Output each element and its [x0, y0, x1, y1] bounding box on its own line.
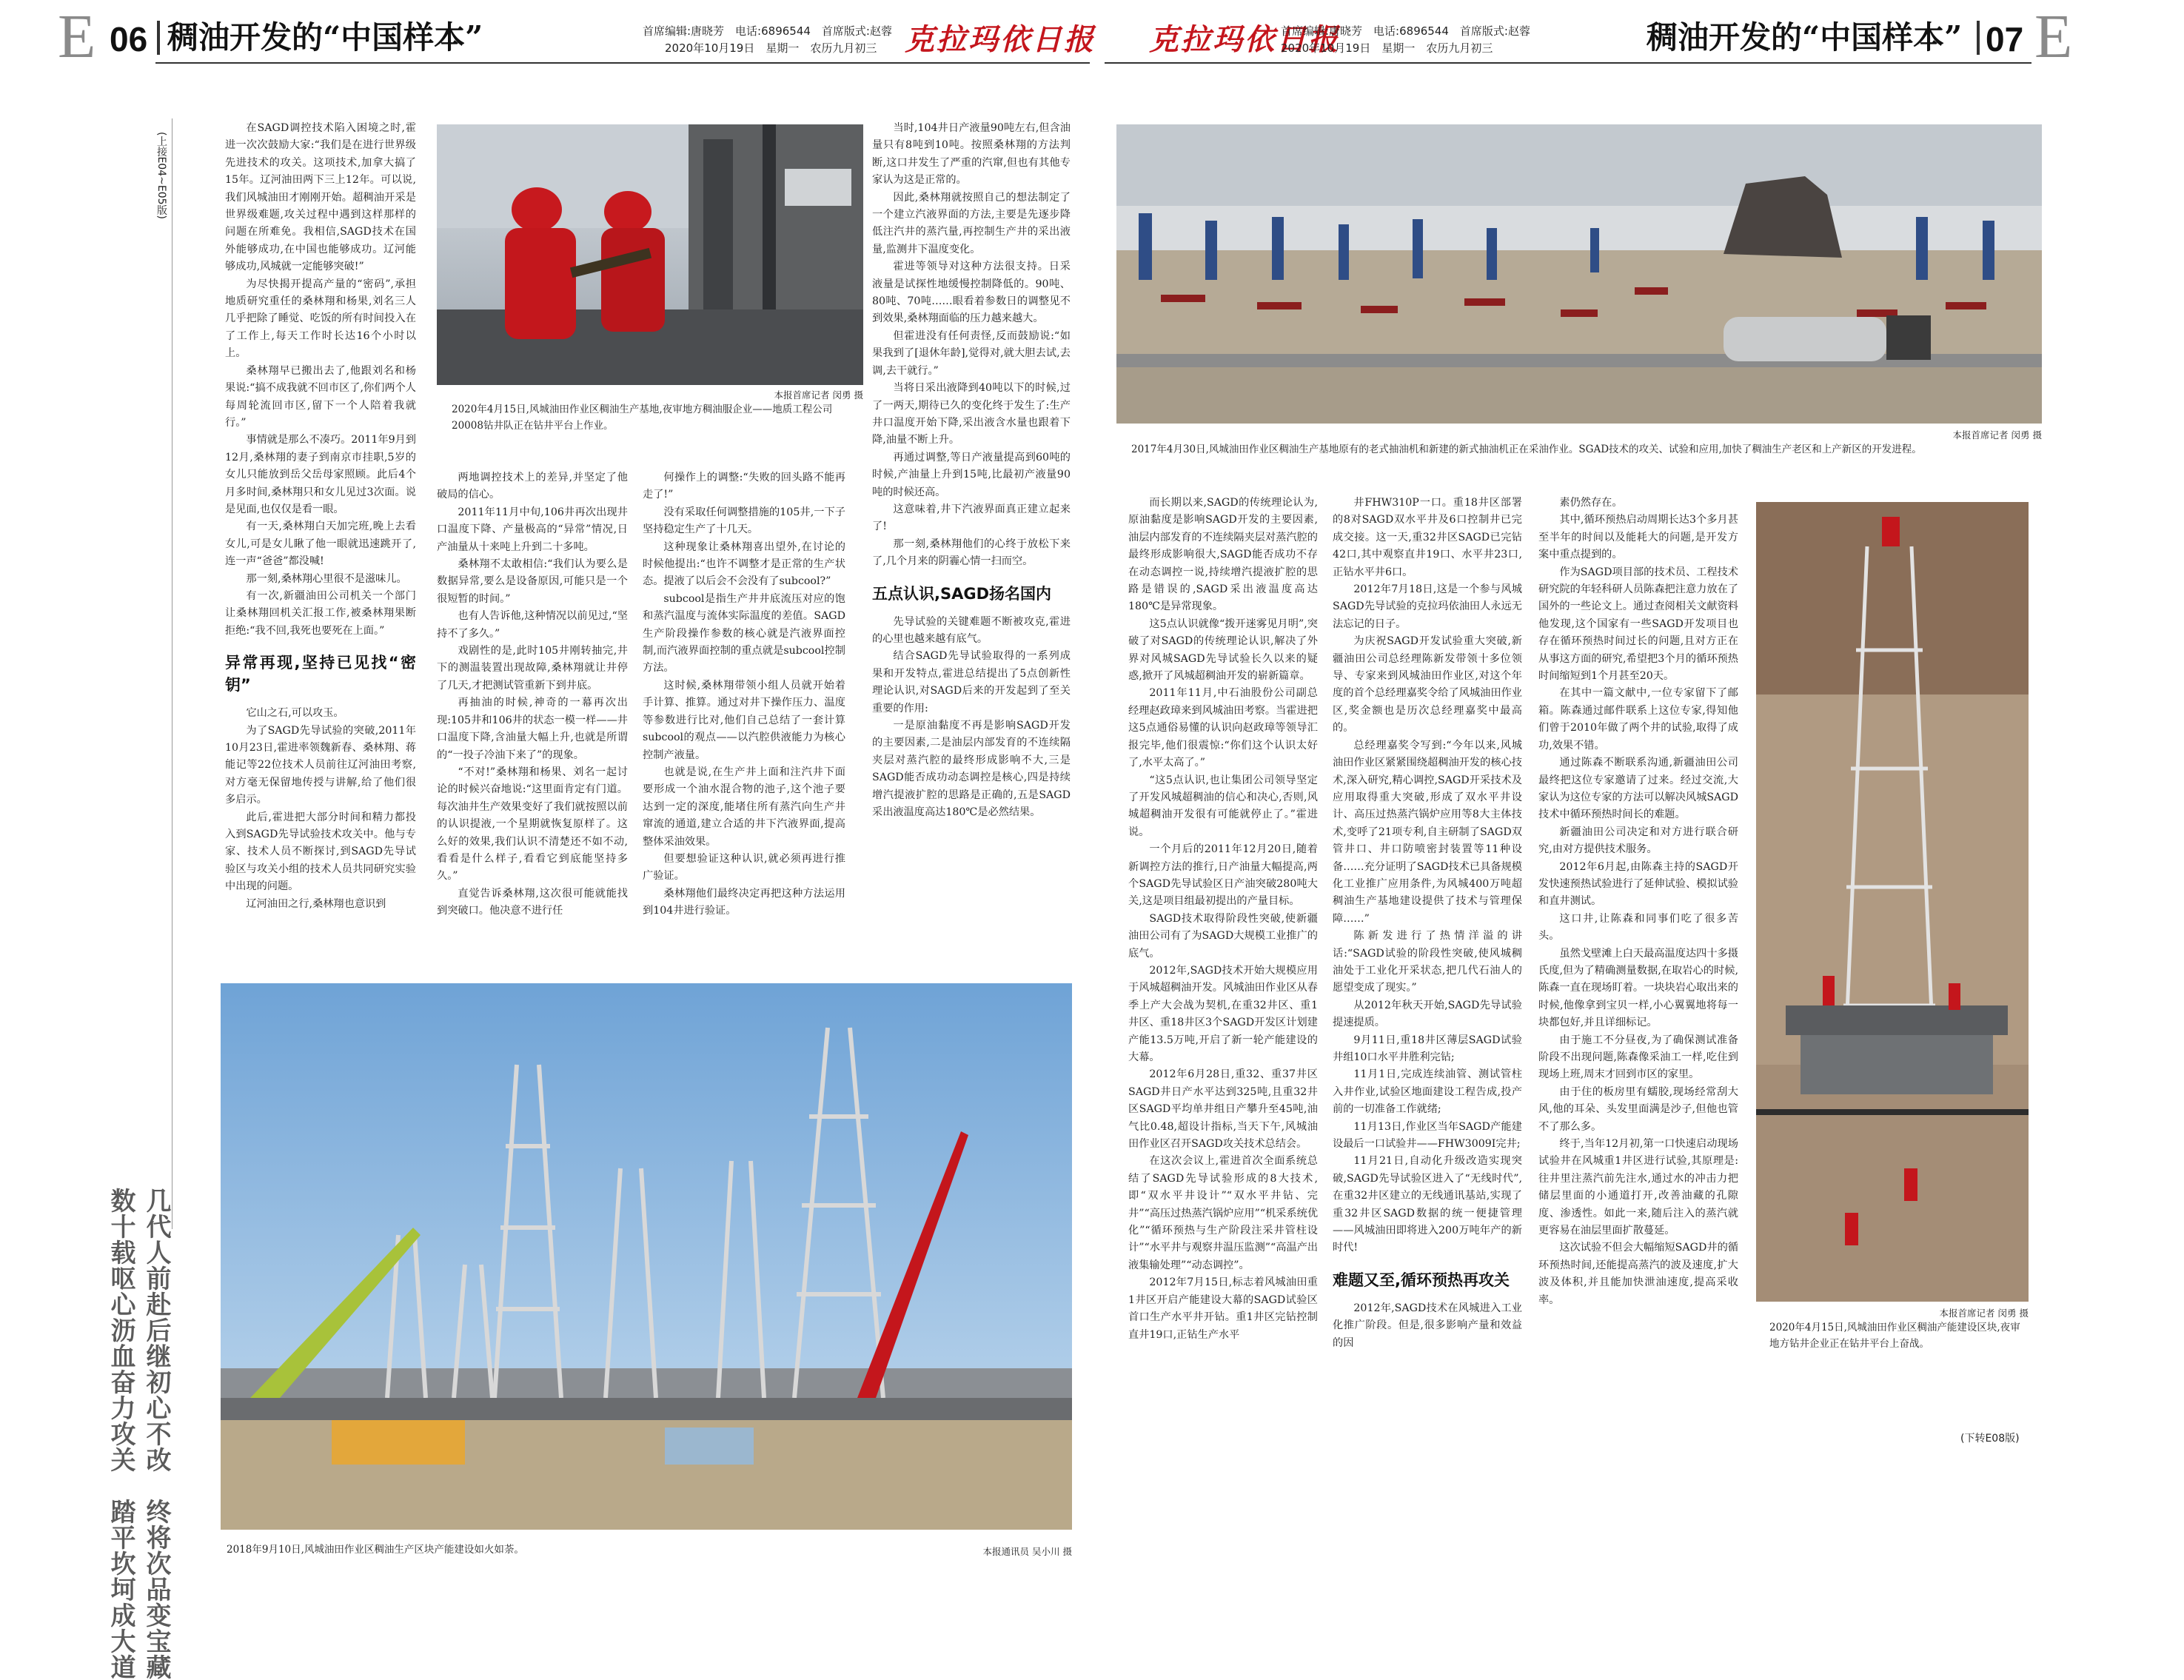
page-title-left: 稠油开发的“中国样本” — [167, 19, 483, 56]
paragraph: 为了SAGD先导试验的突破,2011年10月23日,霍进率领魏新春、桑林翔、蒋能记等22位技术人员前往辽河油田考察,对方毫无保留地传授与讲解,给了他们很多启示。 — [225, 724, 416, 806]
paragraph: 这口井,让陈森和同事们吃了很多苦头。 — [1538, 912, 1738, 943]
paragraph: 没有采取任何调整措施的105井,一下子坚持稳定生产了十几天。 — [643, 506, 845, 536]
paragraph: 因此,桑林翔就按照自己的想法制定了一个建立汽液界面的方法,主要是先逐步降低注汽井的蒸汽量,再控制生产井的采出液量,监测井下温度变化。 — [872, 191, 1071, 255]
paragraph: 有一天,桑林翔白天加完班,晚上去看女儿,可是女儿瞅了他一眼就迅速跳开了,连一声“爸爸”都没喊! — [225, 521, 416, 568]
continued-from-note: (上接E04~E05版) — [155, 132, 167, 219]
paragraph: 也有人告诉他,这种情况以前见过,“坚持不了多久。” — [437, 610, 628, 640]
article-column-7 — [1538, 495, 1738, 1576]
paragraph: 这种现象让桑林翔喜出望外,在讨论的时候他提出:“也许不调整才是正常的生产状态。提液了以后会不会没有了subcool?” — [643, 541, 845, 588]
section-letter-left: E — [58, 2, 96, 71]
paragraph: 当时,104井日产液量90吨左右,但含油量只有8吨到10吨。按照桑林翔的方法判断,这口井发生了严重的汽窜,但也有其他专家认为这是正常的。 — [872, 122, 1071, 187]
page-number-left: 06 — [110, 20, 148, 58]
paragraph: 此后,霍进把大部分时间和精力都投入到SAGD先导试验技术攻关中。他与专家、技术人员不断探讨,到SAGD先导试验区与攻关小组的技术人员共同研究实验中出现的问题。 — [225, 811, 416, 893]
paragraph: 11月1日,完成连续油管、测试管柱入井作业,试验区地面建设工程告成,投产前的一切准备工作就绪; — [1333, 1068, 1522, 1116]
article-column-6 — [1333, 495, 1522, 1576]
photo-drilling-rigs-image — [221, 983, 1072, 1530]
col4-text — [872, 120, 1071, 571]
paragraph: 2011年11月中旬,106井再次出现井口温度下降、产量极高的“异常”情况,日产油量从十来吨上升到二十多吨。 — [437, 506, 628, 553]
paragraph: 一是原油黏度不再是影响SAGD开发的主要因素,二是油层内部发育的不连续隔夹层对蒸汽腔的最终形成影响不大,三是SAGD能否成功动态调控是核心,四是持续增汽提液扩腔的思路是正确的,五是SAGD采出液温度高达180℃是必然结果。 — [872, 720, 1071, 819]
header-divider-right — [1977, 21, 1980, 55]
paragraph: 结合SAGD先导试验取得的一系列成果和开发特点,霍进总结提出了5点创新性理论认识,对SAGD后来的开发起到了至关重要的作用: — [872, 650, 1071, 714]
paragraph: 也就是说,在生产井上面和注汽井下面要形成一个油水混合物的池子,这个池子要达到一定的深度,能堵住所有蒸汽向生产井窜流的通道,建立合适的井下汽液界面,提高整体采油效果。 — [643, 766, 845, 848]
paragraph: 再通过调整,等日产液量提高到60吨的时候,产油量上升到15吨,比最初产液量90吨的时候还高。 — [872, 451, 1071, 498]
paragraph: 先导试验的关键难题不断被攻克,霍进的心里也越来越有底气。 — [872, 615, 1071, 645]
paragraph: 戏剧性的是,此时105井刚转抽完,井下的测温装置出现故障,桑林翔就让井停了几天,才把测试管重新下到井底。 — [437, 645, 628, 692]
paragraph: 从2012年秋天开始,SAGD先导试验提速提质。 — [1333, 999, 1522, 1029]
paragraph: 11月13日,作业区当年SAGD产能建设最后一口试验井——FHW3009I完井; — [1333, 1120, 1522, 1151]
paragraph: 新疆油田公司决定和对方进行联合研究,由对方提供技术服务。 — [1538, 826, 1738, 856]
paragraph: subcool是指生产井井底流压对应的饱和蒸汽温度与流体实际温度的差值。SAGD生产阶段操作参数的核心就是汽液界面控制,而汽液界面控制的重点就是subcool控制方法。 — [643, 592, 845, 675]
paragraph: 有一次,新疆油田公司机关一个部门让桑林翔回机关汇报工作,被桑林翔果断拒绝:“我不回,我死也要死在上面。” — [225, 589, 416, 637]
paragraph: 通过陈森不断联系沟通,新疆油田公司最终把这位专家邀请了过来。经过交流,大家认为这位专家的方法可以解决风城SAGD技术中循环预热时间长的难题。 — [1538, 757, 1738, 821]
paragraph: 两地调控技术上的差异,并坚定了他破局的信心。 — [437, 472, 628, 501]
photo4-caption: 2020年4月15日,风城油田作业区稠油产能建设区块,夜审地方钻井企业正在钻井平台上奋战。 — [1769, 1322, 2020, 1350]
paragraph: 何操作上的调整:“失败的回头路不能再走了!” — [643, 472, 845, 501]
paragraph: 2012年6月28日,重32、重37井区SAGD井日产水平达到325吨,且重32井区SAGD平均单井组日产攀升至45吨,油气比0.48,超设计指标,当天下午,风城油田作业区召开SAGD攻关技术总结会。 — [1128, 1068, 1318, 1151]
paragraph: 这时候,桑林翔带领小组人员就开始着手计算、推算。通过对井下操作压力、温度等参数进行比对,他们自己总结了一套计算subcool的观点——以汽腔供液能力为核心控制产液量。 — [643, 679, 845, 761]
section-heading-1: 异常再现,坚持已见找“密钥” — [225, 654, 416, 695]
paragraph: 这次试验不但会大幅缩短SAGD井的循环预热时间,还能提高蒸汽的波及速度,扩大波及体积,并且能加快泄油速度,提高采收率。 — [1538, 1242, 1738, 1306]
paragraph: 在SAGD调控技术陷入困境之时,霍进一次次鼓励大家:“我们是在进行世界级先进技术的攻关。这项技术,加拿大搞了15年。辽河油田两下三上12年。可以说,我们风城油田才刚刚开始。超稠油开采是世界级难题,攻关过程中遇到这样那样的问题在所难免。我相信,SAGD技术在国外能够成功,在中国也能够成功。辽河能够成功,风城就一定能够突破!” — [225, 122, 416, 273]
paragraph: 这5点认识就像“拨开迷雾见月明”,突破了对SAGD的传统理论认识,解决了外界对风城SAGD先导试验长久以来的疑惑,掀开了风城超稠油开发的崭新篇章。 — [1128, 618, 1318, 683]
photo4-credit: 本报首席记者 闵勇 摄 — [1939, 1308, 2029, 1319]
paragraph: 但要想验证这种认识,就必须再进行推广验证。 — [643, 852, 845, 883]
paragraph: 由于施工不分昼夜,为了确保测试准备阶段不出现问题,陈森像采油工一样,吃住到现场上班,周末才回到市区的家里。 — [1538, 1034, 1738, 1081]
paragraph: 9月11日,重18井区薄层SAGD试验井组10口水平井胜利完钻; — [1333, 1034, 1522, 1063]
article-column-2 — [437, 469, 628, 1000]
photo-pump-jacks-image — [1116, 124, 2042, 424]
header-rule-left — [155, 62, 1090, 64]
photo3-credit: 本报通讯员 吴小川 摄 — [982, 1546, 1072, 1557]
paragraph: 2011年11月,中石油股份公司副总经理赵政璋来到风城油田考察。当霍进把这5点通俗易懂的认识向赵政璋等领导汇报完毕,他们很震惊:“你们这个认识太好了,水平太高了。” — [1128, 687, 1318, 769]
paragraph: 在其中一篇文献中,一位专家留下了邮箱。陈森通过邮件联系上这位专家,得知他们曾于2010年做了两个井的试验,取得了成功,效果不错。 — [1538, 687, 1738, 752]
col6b-text — [1333, 1300, 1522, 1352]
slogan-line-2: 数十载呕心沥血奋力攻关 踏平坎坷成大道 — [106, 1188, 135, 1680]
photo-drilling-platform — [1756, 502, 2029, 1302]
paragraph: 当将日采出液降到40吨以下的时候,过了一两天,期待已久的变化终于发生了:生产井口温度开始下降,采出液含水量也跟着下降,油量不断上升。 — [872, 382, 1071, 446]
paragraph: 直觉告诉桑林翔,这次很可能就能找到突破口。他决意不进行任 — [437, 887, 628, 917]
paragraph: 素仍然存在。 — [1559, 497, 1623, 509]
paragraph: 为尽快揭开提高产量的“密码”,承担地质研究重任的桑林翔和杨果,刘名三人几乎把除了睡觉、吃饭的所有时间投入在了工作上,每天工作时长达16个小时以上。 — [225, 278, 416, 360]
col1b-text — [225, 705, 416, 913]
paragraph: 而长期以来,SAGD的传统理论认为,原油黏度是影响SAGD开发的主要因素,油层内部发育的不连续隔夹层对蒸汽腔的最终形成影响很大,SAGD能否成功不存在动态调控一说,持续增汽提液扩腔的思路是错误的,SAGD采出液温度高达180℃是异常现象。 — [1128, 497, 1318, 613]
photo3-caption: 2018年9月10日,风城油田作业区稠油生产区块产能建设如火如荼。 — [227, 1544, 524, 1556]
masthead-left: 克拉玛依日报 — [905, 22, 1096, 57]
paragraph: 总经理嘉奖令写到:“今年以来,风城油田作业区紧紧围绕超稠油开发的核心技术,深入研究,精心调控,SAGD开采技术及应用取得重大突破,形成了双水平井设计、高压过热蒸汽锅炉应用等8大主体技术,变呼了21项专利,自主研制了SAGD双管井口、井口防喷密封装置等11种设备……充分证明了SAGD技术已具备规模化工业推广应用条件,为风城400万吨超稠油生产基地建设提供了技术与管理保障……” — [1333, 739, 1522, 925]
paragraph: 霍进等领导对这种方法很支持。日采液量是试探性地缓慢控制降低的。90吨、80吨、70吨……眼看着参数日的调整见不到效果,桑林翔面临的压力越来越大。 — [872, 261, 1071, 325]
header-meta-left-2: 2020年10月19日 星期一 农历九月初三 — [665, 41, 877, 55]
paragraph: 那一刻,桑林翔心里很不是滋味儿。 — [246, 572, 407, 585]
header-rule-right — [1105, 62, 2031, 64]
paragraph: 井FHW310P一口。重18井区部署的8对SAGD双水平井及6口控制井已完成交接。这一天,重32井区SAGD已完钻42口,其中观察直井19口、水平井23口,正钻水平井6口。 — [1333, 497, 1522, 578]
header-divider-left — [157, 21, 160, 55]
page-title-right: 稠油开发的“中国样本” — [1647, 19, 1963, 56]
paragraph: 其中,循环预热启动周期长达3个多月甚至半年的时间以及能耗大的问题,是开发方案中重点提到的。 — [1538, 514, 1738, 561]
paragraph: 事情就是那么不凑巧。2011年9月到12月,桑林翔的妻子到南京市挂职,5岁的女儿只能放到岳父岳母家照顾。此后4个月多时间,桑林翔只和女儿见过3次面。说是见面,也仅仅是看一眼。 — [225, 434, 416, 515]
slogan-line-1: 几代人前赴后继初心不改 终将次品变宝藏 — [141, 1188, 171, 1680]
paragraph: 2012年7月15日,标志着风城油田重1井区开启产能建设大幕的SAGD试验区首口生产水平井开钻。重1井区完钻控制直井19口,正钻生产水平 — [1128, 1276, 1318, 1341]
header-meta-right-2: 2020年10月19日 星期一 农历九月初三 — [1281, 41, 1493, 55]
paragraph: 2012年,SAGD技术在风城进入工业化推广阶段。但是,很多影响产量和效益的因 — [1333, 1302, 1522, 1349]
section-heading-2: 五点认识,SAGD扬名国内 — [872, 584, 1052, 603]
paragraph: 桑林翔他们最终决定再把这种方法运用到104井进行验证。 — [643, 887, 845, 917]
paragraph: 那一刻,桑林翔他们的心终于放松下来了,几个月来的阴霾心情一扫而空。 — [872, 538, 1071, 568]
paragraph: 虽然戈壁滩上白天最高温度达四十多摄氏度,但为了精确测量数据,在取岩心的时候,陈森一直在现场盯着。一块块岩心取出来的时候,他像拿到宝贝一样,小心翼翼地将每一块都包好,并且详细标记。 — [1538, 947, 1738, 1029]
col4b-text — [872, 614, 1071, 822]
paragraph: 11月21日,自动化升级改造实现突破,SAGD先导试验区进入了“无线时代”,在重32井区建立的无线通讯基站,实现了重32井区SAGD数据的统一便捷管理——风城油田即将进入200万吨年产的新时代! — [1333, 1155, 1522, 1254]
paragraph: 再抽油的时候,神奇的一幕再次出现:105井和106井的状态一模一样——井口温度下降,含油量大幅上升,也就是所谓的“一投子冷油下来了”的现象。 — [437, 697, 628, 761]
paragraph: 2012年6月起,由陈森主持的SAGD开发快速预热试验进行了延伸试验、模拟试验和直井测试。 — [1538, 860, 1738, 908]
paragraph: 桑林翔不太敢相信:“我们认为要么是数据异常,要么是设备原因,可能只是一个很短暂的时间。” — [437, 558, 628, 605]
paragraph: 桑林翔早已搬出去了,他跟刘名和杨果说:“搞不成我就不回市区了,你们两个人每周轮流回市区,留下一个人陪着我就行。” — [225, 364, 416, 429]
col1-text — [225, 120, 416, 640]
header-meta-right-1: 首席编辑:唐晓芳 电话:6896544 首席版式:赵蓉 — [1281, 24, 1530, 38]
paragraph: 2012年7月18日,这是一个参与风城SAGD先导试验的克拉玛依油田人永远无法忘记的日子。 — [1333, 583, 1522, 630]
paragraph: 2012年,SAGD技术开始大规模应用于风城超稠油开发。风城油田作业区从春季上产大会战为契机,在重32井区、重1井区、重18井区3个SAGD开发区计划建产能13.5万吨,开启了新一轮产能建设的大幕。 — [1128, 964, 1318, 1063]
paragraph: 它山之石,可以攻玉。 — [246, 707, 344, 720]
article-column-3 — [643, 469, 845, 1000]
article-column-1 — [225, 120, 416, 1000]
article-column-5 — [1128, 495, 1318, 1576]
masthead-right: 克拉玛依日报 — [1149, 22, 1340, 57]
paragraph: 为庆祝SAGD开发试验重大突破,新疆油田公司总经理陈新发带领十多位领导、专家来到风城油田作业区,对这个年度的首个总经理嘉奖令给了风城油田作业区,奖金额也是历次总经理嘉奖中最高的。 — [1333, 635, 1522, 734]
page-number-right: 07 — [1986, 20, 2024, 58]
photo-drilling-crew — [437, 124, 863, 385]
photo2-caption: 2017年4月30日,风城油田作业区稠油生产基地原有的老式抽油机和新建的新式抽油机正在采油作业。SGAD技术的攻关、试验和应用,加快了稠油生产老区和上产新区的开发进程。 — [1131, 444, 1922, 455]
photo-drilling-crew-image — [437, 124, 863, 385]
article-column-4 — [872, 120, 1071, 1000]
photo-drilling-platform-image — [1756, 502, 2029, 1302]
photo-pump-jacks — [1116, 124, 2042, 424]
photo1-caption: 2020年4月15日,风城油田作业区稠油生产基地,夜审地方稠油服企业——地质工程公司20008钻井队正在钻井平台上作业。 — [452, 404, 833, 432]
paragraph: 由于住的板房里有蠕胶,现场经常刮大风,他的耳朵、头发里面满是沙子,但他也管不了那么多。 — [1538, 1085, 1738, 1133]
paragraph: “这5点认识,也让集团公司领导坚定了开发风城超稠油的信心和决心,否则,风城超稠油开发很有可能就停止了。”霍进说。 — [1128, 774, 1318, 838]
paragraph: 陈新发进行了热情洋溢的讲话:“SAGD试验的阶段性突破,使风城稠油处于工业化开采状态,把几代石油人的愿望变成了现实。” — [1333, 930, 1522, 994]
paragraph: 辽河油田之行,桑林翔也意识到 — [246, 897, 386, 910]
col6-text — [1333, 495, 1522, 1257]
paragraph: 这意味着,井下汽液界面真正建立起来了! — [872, 503, 1071, 533]
continued-to-note: (下转E08版) — [1960, 1433, 2020, 1445]
paragraph: 一个月后的2011年12月20日,随着新调控方法的推行,日产油量大幅提高,两个SAGD先导试验区日产油突破280吨大关,这是项目组最初提出的产量目标。 — [1128, 843, 1318, 908]
paragraph: “不对!”桑林翔和杨果、刘名一起讨论的时候兴奋地说:“这里面肯定有门道。每次油井生产效果变好了我们就按照以前的认识提液,一个星期就恢复原样了。这么好的效果,我们认识不清楚还不如不动,看看是什么样子,看看它到底能坚持多久。” — [437, 766, 628, 883]
photo2-credit: 本报首席记者 闵勇 摄 — [1952, 429, 2042, 441]
paragraph: 在这次会议上,霍进首次全面系统总结了SAGD先导试验形成的8大技术,即“双水平井设计”“双水平井钻、完井”“高压过热蒸汽锅炉应用”“机采系统优化”“循环预热与生产阶段注采井管柱设计”“水平井与观察井温压监测”“高温产出液集输处理”“动态调控”。 — [1128, 1155, 1318, 1271]
photo-drilling-rigs — [221, 983, 1072, 1530]
section-heading-3: 难题又至,循环预热再攻关 — [1333, 1271, 1510, 1289]
section-letter-right: E — [2034, 2, 2073, 71]
paragraph: SAGD技术取得阶段性突破,使新疆油田公司有了为SAGD大规模工业推广的底气。 — [1128, 912, 1318, 960]
header-meta-left-1: 首席编辑:唐晓芳 电话:6896544 首席版式:赵蓉 — [643, 24, 892, 38]
paragraph: 终于,当年12月初,第一口快速启动现场试验井在风城重1井区进行试验,其原理是:往井里注蒸汽前先注水,通过水的冲击力把储层里面的小通道打开,改善油藏的孔隙度、渗透性。如此一来,随后注入的蒸汽就更容易在油层里面扩散蔓延。 — [1538, 1138, 1738, 1237]
paragraph: 但霍进没有任何责怪,反而鼓励说:“如果我到了[退休年龄],觉得对,就大胆去试,去调,去干就行。” — [872, 329, 1071, 377]
paragraph: 作为SAGD项目部的技术员、工程技术研究院的年轻科研人员陈森把注意力放在了国外的一些论文上。通过查阅相关文献资料他发现,这个国家有一些SAGD开发项目也存在循环预热时间过长的问题,且对方正在从事这方面的研究,希望把3个月的循环预热时间缩短到1个月甚至20天。 — [1538, 566, 1738, 683]
photo1-credit: 本报首席记者 闵勇 摄 — [774, 389, 863, 401]
